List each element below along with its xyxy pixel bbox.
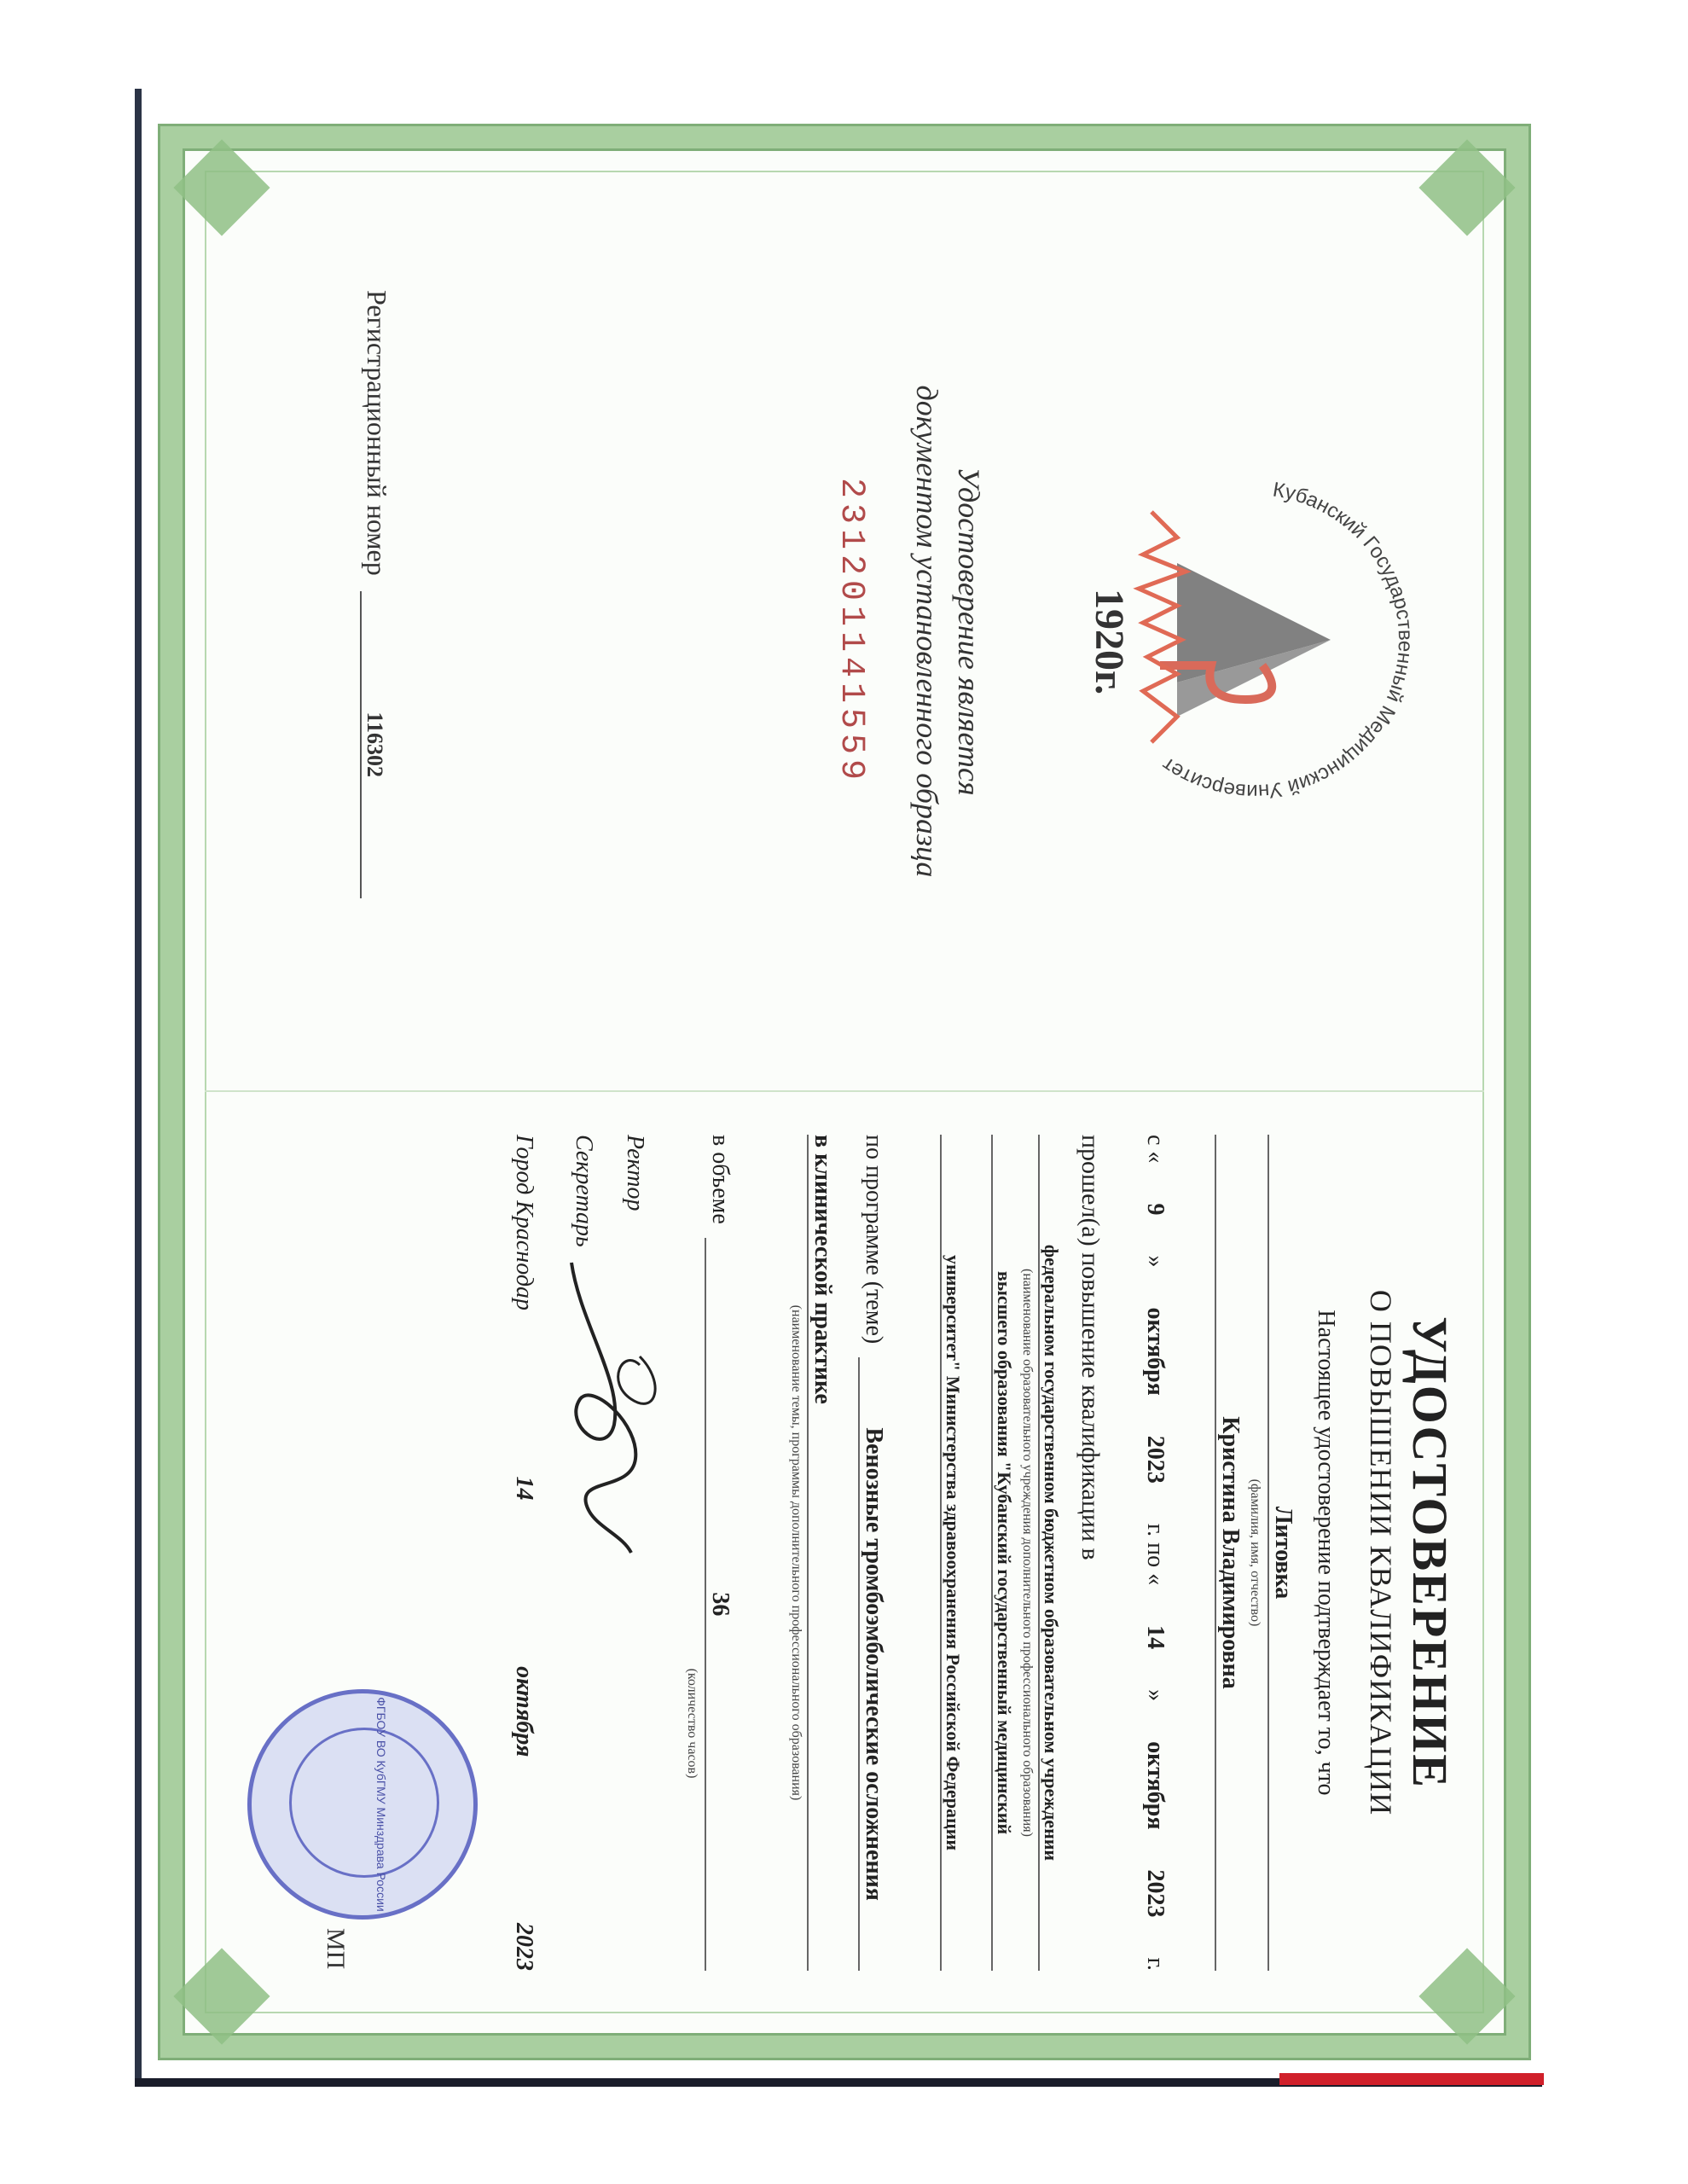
name-field: Кристина Владимировна bbox=[1215, 1135, 1244, 1971]
org-hint: (наименование образовательного учреждения дополнительного профессионального образования) bbox=[1020, 1269, 1035, 1837]
validity-note bbox=[907, 188, 989, 1075]
right-page bbox=[222, 1109, 1467, 1996]
reg-label: Регистрационный номер bbox=[362, 290, 392, 576]
volume-value: 36 bbox=[705, 1238, 734, 1971]
note-line-1: Удостоверение является bbox=[952, 467, 986, 796]
scan-edge bbox=[135, 89, 142, 2085]
org-line-2: высшего образования "Кубанский государственный медицинский bbox=[991, 1135, 1015, 1971]
program-label: по программе (теме) bbox=[861, 1135, 887, 1345]
mp-mark: МП bbox=[322, 1928, 350, 1970]
period-row: с « 9 » октября 2023 г. по « 14 » октября 2023 г. bbox=[1142, 1135, 1169, 1971]
city-block: Город Краснодар bbox=[511, 1135, 537, 1310]
name-hint: (фамилия, имя, отчество) bbox=[1248, 1478, 1262, 1627]
svg-text:1920г.: 1920г. bbox=[1087, 589, 1132, 695]
serial-number: 231201141559 bbox=[832, 477, 870, 786]
university-logo bbox=[1075, 461, 1433, 819]
passed-text: прошел(а) повышение квалификации в bbox=[1076, 1135, 1105, 1560]
org-line-1: федеральном государственном бюджетном образовательном учреждении bbox=[1038, 1135, 1062, 1971]
program-row bbox=[858, 1135, 887, 1971]
org-line-3: университет" Министерства здравоохранения Российской Федерации bbox=[940, 1135, 964, 1971]
intro-text: Настоящее удостоверение подтверждает то, что bbox=[1313, 1310, 1339, 1796]
official-stamp bbox=[247, 1689, 478, 1920]
registration-number bbox=[360, 290, 392, 898]
logo-ring-text: Кубанский Государственный Медицинский Университет bbox=[1157, 478, 1418, 804]
volume-row bbox=[705, 1135, 734, 1971]
city-date-row bbox=[510, 1135, 537, 1971]
reg-value: 116302 bbox=[360, 591, 387, 898]
certificate bbox=[145, 111, 1544, 2073]
program-line-1: Венозные тромбоэмболические осложнения bbox=[858, 1357, 887, 1971]
program-line-2: в клинической практике bbox=[807, 1135, 836, 1971]
certificate-subtitle: О ПОВЫШЕНИИ КВАЛИФИКАЦИИ bbox=[1364, 1289, 1398, 1816]
certificate-title: УДОСТОВЕРЕНИЕ bbox=[1402, 1316, 1458, 1789]
secretary-label: Секретарь bbox=[571, 1135, 597, 1247]
fold-line bbox=[205, 1090, 1484, 1092]
scan-red-strip bbox=[1279, 2073, 1544, 2085]
certificate-frame bbox=[145, 111, 1544, 2073]
issue-month: октября bbox=[511, 1666, 537, 1757]
signature bbox=[537, 1254, 674, 1561]
issue-day: 14 bbox=[511, 1476, 537, 1501]
stamp-text: ФГБОУ ВО КубГМУ Минздрава России bbox=[374, 1697, 388, 1912]
left-page bbox=[222, 188, 1467, 1075]
rector-label: Ректор bbox=[622, 1135, 648, 1211]
note-line-2: документом установленного образца bbox=[910, 385, 945, 878]
volume-hint: (количество часов) bbox=[685, 1668, 699, 1779]
surname-field: Литовка bbox=[1267, 1135, 1296, 1971]
program-hint: (наименование темы, программы дополнительного профессионального образования) bbox=[789, 1304, 803, 1801]
volume-label: в объеме bbox=[707, 1135, 734, 1224]
issue-year: 2023 bbox=[511, 1923, 537, 1971]
